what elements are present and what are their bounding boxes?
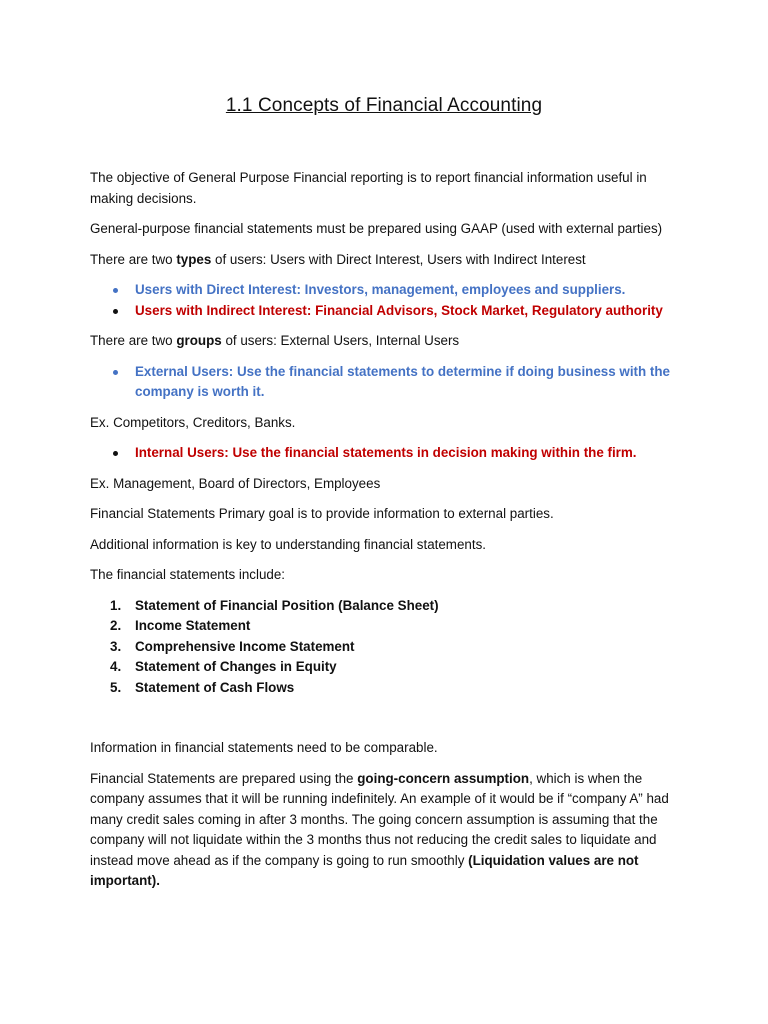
- page-title: 1.1 Concepts of Financial Accounting: [225, 95, 543, 116]
- financial-statements-list: [90, 596, 685, 699]
- list-item: 3. Comprehensive Income Statement: [110, 638, 355, 654]
- list-item: 4. Statement of Changes in Equity: [110, 659, 337, 674]
- paragraph-user-groups: There are two groups of users: External Users, Internal Users: [90, 333, 460, 348]
- spacer: [90, 708, 685, 738]
- paragraph-comparable: Information in financial statements need to be comparable.: [90, 740, 438, 755]
- paragraph-internal-examples: Ex. Management, Board of Directors, Employees: [90, 475, 381, 491]
- paragraph-objective: The objective of General Purpose Financial reporting is to report financial information useful in making decisions.: [90, 170, 647, 206]
- list-item: 2. Income Statement: [110, 618, 251, 633]
- bullet-icon: [113, 288, 118, 293]
- bullet-icon: [113, 370, 118, 375]
- list-item-indirect-interest: Users with Indirect Interest: Financial Advisors, Stock Market, Regulatory authority: [90, 301, 685, 322]
- document-body: [90, 168, 685, 902]
- list-item-external-users: External Users: Use the financial statements to determine if doing business with the company is worth it.: [90, 362, 685, 403]
- paragraph-external-examples: Ex. Competitors, Creditors, Banks.: [90, 414, 296, 430]
- paragraph-statements-include: The financial statements include:: [90, 567, 286, 582]
- paragraph-user-types: There are two types of users: Users with Direct Interest, Users with Indirect Interest: [90, 251, 586, 267]
- list-item: 1. Statement of Financial Position (Balance Sheet): [110, 597, 439, 613]
- paragraph-gaap: General-purpose financial statements must be prepared using GAAP (used with external parties): [90, 221, 663, 236]
- bullet-icon: [113, 309, 118, 314]
- external-users-list: [90, 362, 685, 403]
- list-item: 5. Statement of Cash Flows: [110, 679, 295, 695]
- bullet-icon: [113, 451, 118, 456]
- list-item-direct-interest: Users with Direct Interest: Investors, management, employees and suppliers.: [90, 280, 685, 301]
- list-item-internal-users: Internal Users: Use the financial statements in decision making within the firm.: [90, 443, 685, 464]
- paragraph-additional-info: Additional information is key to understanding financial statements.: [90, 536, 486, 552]
- paragraph-going-concern: Financial Statements are prepared using the going-concern assumption, which is when the company assumes that it will be running indefinitely. An example of it would be if “company A” had many credit sales coming in after 3 months. The going concern assumption is assuming that the company will not liquidate within the 3 months thus not reducing the credit sales to liquidate and instead move ahead as if the company is going to run smoothly (Liquidation values are not important).: [90, 770, 669, 888]
- internal-users-list: [90, 443, 685, 464]
- user-types-list: [90, 280, 685, 321]
- paragraph-primary-goal: Financial Statements Primary goal is to provide information to external parties.: [90, 506, 554, 521]
